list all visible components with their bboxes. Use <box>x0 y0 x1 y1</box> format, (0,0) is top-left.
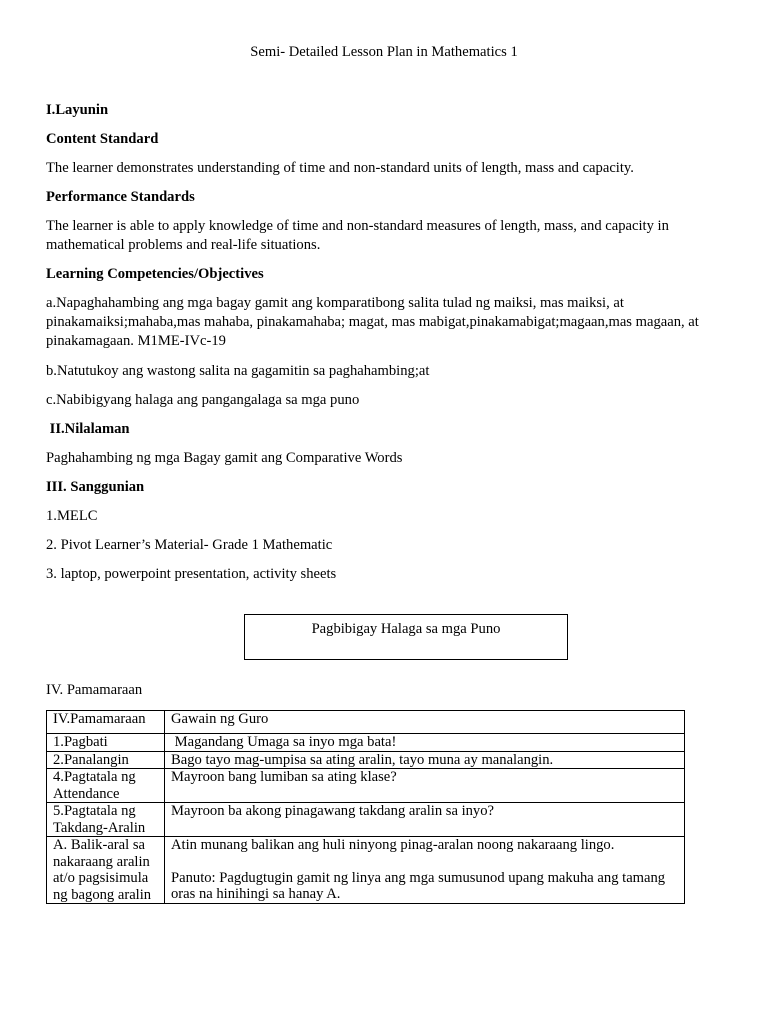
step-cell: 2.Panalangin <box>47 751 165 769</box>
sanggunian-item: 2. Pivot Learner’s Material- Grade 1 Mathematic <box>46 537 333 553</box>
sanggunian-item: 3. laptop, powerpoint presentation, activity sheets <box>46 566 337 582</box>
table-row <box>47 769 685 803</box>
table-row <box>47 837 685 904</box>
objective-a: a.Napaghahambing ang mga bagay gamit ang komparatibong salita tulad ng maiksi, mas maiksi, at pinakamaiksi;mahaba,mas mahaba, pinakamahaba; magat, mas mabigat,pinakamabigat;magaan,mas magaan, at pinakamagaan. M1ME-IVc-19 <box>46 295 699 349</box>
step-cell: A. Balik-aral sa nakaraang aralin at/o pagsisimula ng bagong aralin <box>47 837 165 904</box>
sanggunian-item: 1.MELC <box>46 508 98 524</box>
step-cell: 4.Pagtatala ng Attendance <box>47 769 165 803</box>
pamamaraan-heading: IV. Pamamaraan <box>46 682 143 698</box>
activity-cell: Bago tayo mag-umpisa sa ating aralin, tayo muna ay manalangin. <box>165 751 685 769</box>
table-header-cell: Gawain ng Guro <box>165 711 685 734</box>
activity-cell: Mayroon bang lumiban sa ating klase? <box>165 769 685 803</box>
activity-cell <box>165 837 685 904</box>
step-cell: 5.Pagtatala ng Takdang-Aralin <box>47 803 165 837</box>
content-standard-heading: Content Standard <box>46 131 159 147</box>
step-cell: 1.Pagbati <box>47 734 165 752</box>
performance-standards-heading: Performance Standards <box>46 189 195 205</box>
table-row <box>47 751 685 769</box>
table-row <box>47 734 685 752</box>
value-box-text: Pagbibigay Halaga sa mga Puno <box>311 621 501 637</box>
sanggunian-heading: III. Sanggunian <box>46 479 145 495</box>
procedure-table <box>46 710 685 904</box>
layunin-heading: I.Layunin <box>46 102 109 118</box>
activity-instruction: Panuto: Pagdugtugin gamit ng linya ang mga sumusunod upang makuha ang tamang oras na hinihingi sa hanay A. <box>171 869 666 902</box>
objective-b: b.Natutukoy ang wastong salita na gagamitin sa paghahambing;at <box>46 363 430 379</box>
table-row <box>47 803 685 837</box>
nilalaman-heading: II.Nilalaman <box>46 421 130 437</box>
table-header-cell: IV.Pamamaraan <box>47 711 165 734</box>
activity-cell: Magandang Umaga sa inyo mga bata! <box>165 734 685 752</box>
page-title: Semi- Detailed Lesson Plan in Mathematics 1 <box>250 44 518 60</box>
activity-cell: Mayroon ba akong pinagawang takdang aralin sa inyo? <box>165 803 685 837</box>
content-standard-text: The learner demonstrates understanding of time and non-standard units of length, mass and capacity. <box>46 160 634 176</box>
activity-text: Atin munang balikan ang huli ninyong pinag-aralan noong nakaraang lingo. <box>171 837 615 853</box>
performance-standards-text: The learner is able to apply knowledge of time and non-standard measures of length, mass, and capacity in mathematical problems and real-life situations. <box>46 218 669 253</box>
spacer <box>171 854 678 870</box>
value-box <box>244 614 568 660</box>
competencies-heading: Learning Competencies/Objectives <box>46 266 264 282</box>
objective-c: c.Nabibigyang halaga ang pangangalaga sa mga puno <box>46 392 360 408</box>
table-header-row <box>47 711 685 734</box>
nilalaman-text: Paghahambing ng mga Bagay gamit ang Comparative Words <box>46 450 403 466</box>
